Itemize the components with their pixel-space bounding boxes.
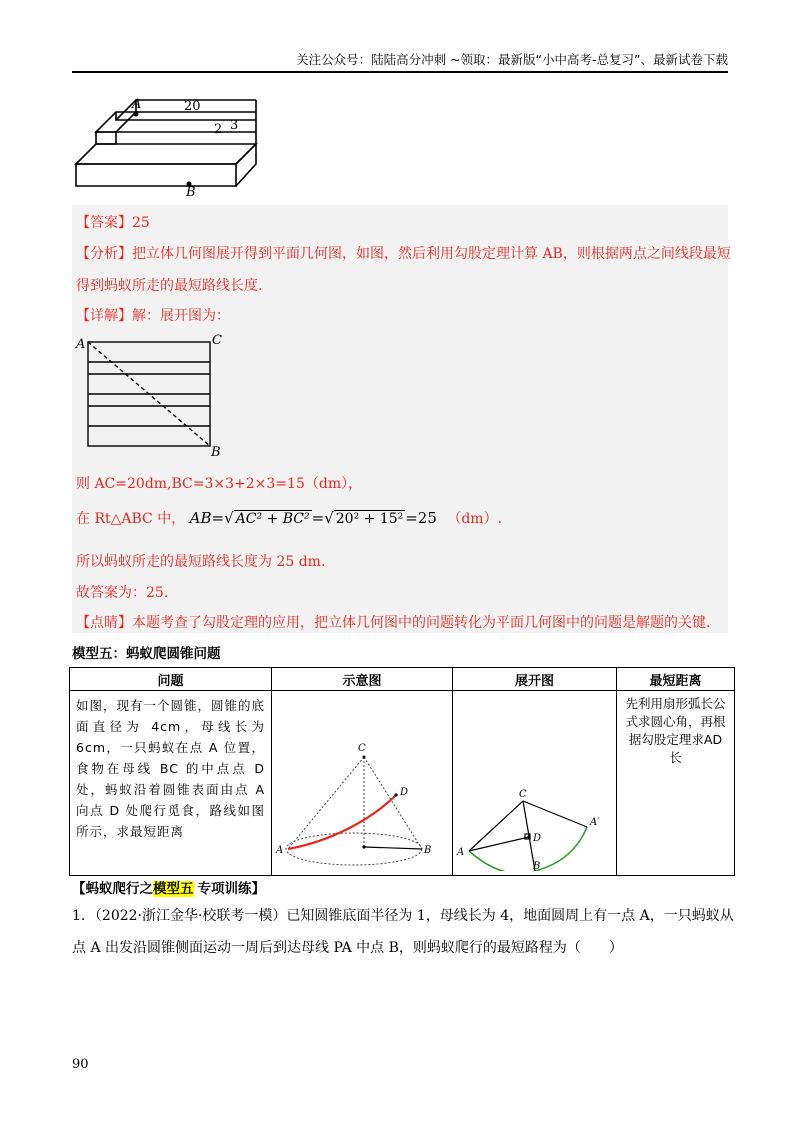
cone-figure: [272, 691, 452, 871]
solution-line-4: 故答案为：25.: [76, 585, 169, 601]
detail-text: 解：展开图为：: [132, 308, 230, 324]
analysis-tag: 【分析】: [76, 246, 132, 262]
problem-1-line-2: 点 A 出发沿圆锥侧面运动一周后到达母线 PA 中点 B，则蚂蚁爬行的最短路程为（ ）: [72, 940, 623, 956]
header-distance: 最短距离: [617, 668, 735, 691]
point-a-dot: [134, 112, 139, 117]
answer-line: [76, 212, 150, 232]
label-20: 20: [184, 99, 201, 114]
sector-label-d: D: [533, 833, 542, 844]
answer-tag: 【答案】: [76, 215, 132, 231]
analysis-line-2: 得到蚂蚁所走的最短路线长度.: [76, 278, 263, 294]
solution-line-3: 所以蚂蚁所走的最短路线长度为 25 dm.: [76, 554, 326, 570]
header-unfold: 展开图: [453, 668, 617, 691]
question-text: 如图，现有一个圆锥，圆锥的底面直径为 4cm，母线长为 6cm，一只蚂蚁在点 A 位置，食物在母线 BC 的中点点 D 处，蚂蚁沿着圆锥表面由点 A 向点 D 处爬行觅食，路线如图所示，求最短距离: [76, 698, 266, 839]
label-b: B: [186, 185, 196, 196]
analysis-text-1: 把立体几何图展开得到平面几何图，如图，然后利用勾股定理计算 AB，则根据两点之间线段最短: [132, 246, 731, 262]
page-number: 90: [72, 1057, 89, 1072]
problem-1-line-1: 1．（2022·浙江金华·校联考一模）已知圆锥底面半径为 1，母线长为 4，地面圆周上有一点 A，一只蚂蚁从: [72, 908, 734, 924]
detail-line: [76, 305, 230, 325]
training-highlight: 模型五: [153, 881, 194, 897]
unfold-label-a: A: [76, 337, 86, 352]
stairs-figure: [72, 96, 262, 196]
analysis-line-1: [76, 243, 731, 263]
comment-tag: 【点睛】: [76, 615, 132, 631]
training-title: [72, 877, 265, 897]
label-a: A: [132, 97, 142, 112]
rt-triangle-text: 在 Rt△ABC 中，: [76, 511, 186, 527]
sector-figure: [453, 691, 616, 871]
model-title: 模型五：蚂蚁爬圆锥问题: [72, 646, 221, 662]
unfold-figure: [72, 332, 232, 460]
cone-label-b: B: [424, 845, 432, 856]
header-diagram: 示意图: [272, 668, 453, 691]
formula-radicand-2: 20² + 15²: [335, 511, 404, 527]
sector-label-c: C: [519, 789, 527, 800]
formula-unit: （dm）.: [447, 511, 503, 527]
cone-label-c: C: [358, 743, 366, 754]
sector-label-b: B: [533, 861, 541, 871]
unfold-label-b: B: [211, 445, 221, 460]
training-suffix: 专项训练】: [197, 881, 265, 897]
training-prefix: 【蚂蚁爬行之: [72, 881, 153, 897]
comment-line: [76, 612, 710, 632]
sector-label-a: A: [457, 847, 465, 858]
unfold-label-c: C: [212, 333, 222, 348]
cone-label-a: A: [276, 845, 284, 856]
header-question: 问题: [70, 668, 272, 691]
solution-line-2: 在 Rt△ABC 中， AB=√ AC² + BC² =√ 20² + 15² =25 （dm）.: [76, 509, 503, 527]
model-table: [69, 667, 735, 876]
answer-value: 25: [132, 215, 150, 231]
formula-ab: AB: [189, 509, 212, 527]
solution-line-1: 则 AC=20dm,BC=3×3+2×3=15（dm），: [76, 476, 363, 492]
formula-result: =25: [405, 509, 437, 527]
comment-text: 本题考查了勾股定理的应用，把立体几何图中的问题转化为平面几何图中的问题是解题的关键.: [132, 615, 711, 631]
formula-radicand-1: AC² + BC²: [235, 511, 310, 527]
cone-label-d: D: [400, 787, 409, 798]
header-rule: [72, 71, 728, 73]
page-header: 关注公众号：陆陆高分冲刺 ~领取：最新版“小中高考-总复习”、最新试卷下载: [296, 52, 728, 67]
distance-text: 先利用扇形弧长公式求圆心角，再根据勾股定理求AD长: [625, 696, 726, 765]
label-2: 2: [214, 122, 223, 137]
label-3: 3: [230, 118, 239, 133]
sector-label-a-prime: A′: [590, 817, 600, 828]
formula-eq: =: [211, 509, 225, 527]
detail-tag: 【详解】: [76, 308, 132, 324]
